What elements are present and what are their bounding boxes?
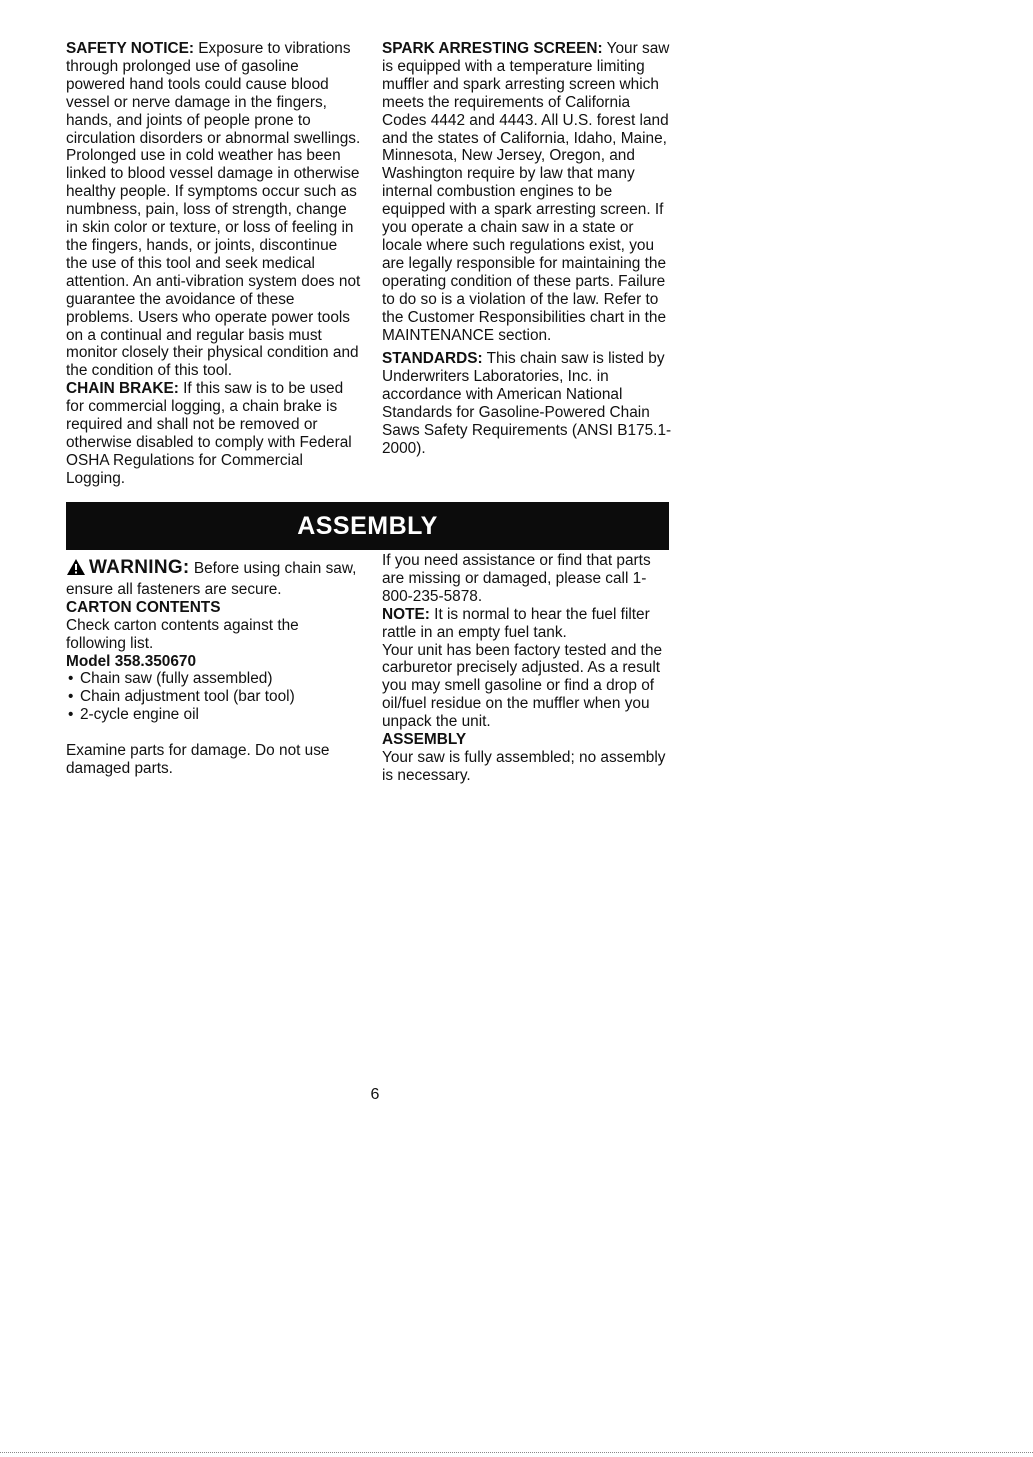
safety-notice-heading: SAFETY NOTICE:	[66, 40, 194, 57]
carton-column	[66, 558, 362, 778]
bottom-divider	[0, 1452, 1033, 1453]
list-item: • Chain saw (fully assembled)	[66, 670, 362, 688]
note-text: It is normal to hear the fuel filter rattle in an empty fuel tank.	[382, 605, 650, 641]
standards-paragraph	[382, 350, 674, 457]
factory-tested-text: Your unit has been factory tested and the carburetor precisely adjusted. As a result you may smell gasoline or find a drop of oil/fuel residue on the muffler when you unpack the unit.	[382, 641, 663, 731]
safety-notice-text: Exposure to vibrations through prolonged use of gasoline powered hand tools could cause blood vessel or nerve damage in the fingers, hands, and joints of people prone to circulation disorders or abnormal swellings. Prolonged use in cold weather has been linked to blood vessel damage in otherwise healthy people. If symptoms occur such as numbness, pain, loss of strength, change in skin color or texture, or loss of feeling in the fingers, hands, or joints, discontinue the use of this tool and seek medical attention. An anti-vibration system does not guarantee the avoidance of these problems. Users who operate power tools on a continual and regular basis must monitor closely their physical condition and the condition of this tool.	[66, 40, 361, 380]
list-item: • 2-cycle engine oil	[66, 706, 362, 724]
chain-brake-text: If this saw is to be used for commercial logging, a chain brake is required and shall not be removed or otherwise disabled to comply with Federal OSHA Regulations for Commercial Logging.	[66, 380, 352, 487]
safety-notice-paragraph	[66, 40, 362, 380]
safety-column	[66, 40, 362, 488]
examine-text: Examine parts for damage. Do not use damaged parts.	[66, 742, 330, 778]
assembly-text: Your saw is fully assembled; no assembly is necessary.	[382, 748, 666, 784]
spark-arresting-text: Your saw is equipped with a temperature limiting muffler and spark arresting screen which meets the requirements of California Codes 4442 and 4443. All U.S. forest land and the states of California, Idaho, Maine, Minnesota, New Jersey, Oregon, and Washington require by law that many internal combustion engines to be equipped with a spark arresting screen. If you operate a chain saw in a state or locale where such regulations exist, you are legally responsible for maintaining the operating condition of these parts. Failure to do so is a violation of the law. Refer to the Customer Responsibilities chart in the MAINTENANCE section.	[382, 40, 670, 344]
assistance-text: If you need assistance or find that parts are missing or damaged, please call 1-800-235-5878.	[382, 552, 651, 605]
assembly-heading: ASSEMBLY	[382, 731, 467, 749]
warning-triangle-icon	[66, 558, 86, 581]
list-item: • Chain adjustment tool (bar tool)	[66, 688, 362, 706]
chain-brake-heading: CHAIN BRAKE:	[66, 380, 179, 398]
warning-heading: WARNING:	[89, 557, 190, 578]
standards-heading: STANDARDS:	[382, 350, 483, 368]
spark-arresting-paragraph	[382, 40, 674, 344]
assistance-column	[382, 552, 674, 785]
model-heading: Model 358.350670	[66, 652, 197, 670]
warning-paragraph	[66, 558, 362, 599]
standards-text: This chain saw is listed by Underwriters Laboratories, Inc. in accordance with American National Standards for Gasoline-Powered Chain Saws Safety Requirements (ANSI B175.1-2000).	[382, 350, 672, 457]
spark-arresting-heading: SPARK ARRESTING SCREEN:	[382, 40, 603, 57]
note-paragraph	[382, 606, 674, 642]
chain-brake-paragraph	[66, 380, 362, 487]
carton-contents-heading: CARTON CONTENTS	[66, 598, 221, 616]
carton-contents-text: Check carton contents against the following list.	[66, 616, 299, 652]
note-heading: NOTE:	[382, 605, 430, 623]
spark-column	[382, 40, 674, 458]
carton-item-list	[66, 670, 362, 724]
warning-text: Before using chain saw, ensure all fasteners are secure.	[66, 560, 357, 598]
page-number: 6	[370, 1086, 380, 1103]
assembly-banner: ASSEMBLY	[66, 502, 669, 550]
